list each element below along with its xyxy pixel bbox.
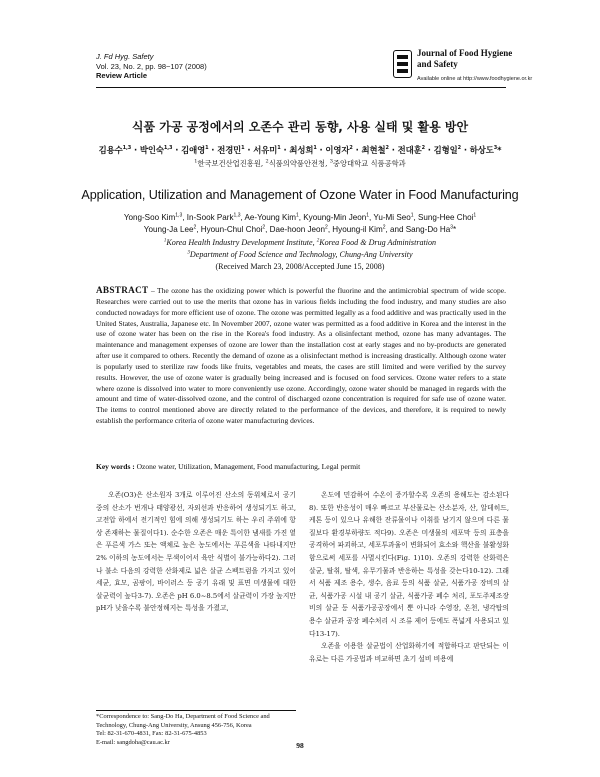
english-affiliation-line2: $^3$Department of Food Science and Technology, Chung-Ang University bbox=[187, 250, 413, 259]
article-type: Review Article bbox=[96, 71, 147, 80]
abstract-text: – The ozone has the oxidizing power which is powerful the fluorine and the antimicrobial spectrum of wide scope. Researches were carried out to use the merits that ozone has in various fields including the food industry, and many studies are also conducted nowadays for more efficient use of ozone. The ozone was permitted legally as a food additive and was practically used in the United States, Australia, Japanese etc. In November 2007, ozone water was permitted as a food additive in Korea and the interest in the use of ozone water has been on the rise in the Korea's food industry. As a olisinfectant method, ozone has many advantages. The maintenance and management expenses of ozone are lower than the installation cost at early stages and no by-products are generated after use it compared to others. Recently the demand of ozone as a olisinfectant method is increasing drastically. Although ozone water is popularly used to sterilize raw foods like fruits, vegetables and meats, the cases are still limited and were verified by the survey results. However, the use of ozone water is gradually being increased and is focused on food services. Ozone water refers to a state where ozone is dissolved into water to more conveniently use ozone. Accordingly, ozone water should be managed in regards with the amount and time of water-dissolved ozone, and the control of discharged ozone concentration is required for safe use of ozone water. The items to control mentioned above are directly related to the performance of the devices, and therefore, it is required to newly establish the performance criteria of ozone water manufacturing devices. bbox=[96, 286, 506, 426]
keywords-text: Ozone water, Utilization, Management, Food manufacturing, Legal permit bbox=[136, 462, 361, 471]
abstract bbox=[96, 285, 506, 427]
korean-authors: 김용수$^{1,3}$ · 박인숙$^{1,3}$ · 김애영$^1$ · 전경민$^1$ · 서유미$^1$ · 최성희$^1$ · 이영자$^2$ · 최현철$^2$ · 전대훈$^2$ · 김형일$^2$ · 하상도$^3$* bbox=[98, 145, 502, 155]
header-divider bbox=[96, 87, 506, 88]
footnote-line1: *Correspondence to: Sang-Do Ha, Department of Food Science and Technology, Chung-Ang University, Ansung 456-756, Korea bbox=[96, 713, 270, 729]
body-column-right bbox=[309, 489, 509, 665]
journal-name-line1: Journal of Food Hygiene bbox=[417, 48, 513, 58]
body-paragraph: 오존(O3)은 산소원자 3개로 이루어진 산소의 동위체로서 공기 중의 산소가 번개나 태양광선, 자외선과 반응하여 생성되기도 하고, 고전압 하에서 전기적인 힘에 의해 생성되기도 하는 우리 주위에 항상 존재하는 물질이다1). 순수한 오존은 매운 특이한 냄새를 가진 옅은 푸른색 가스 또는 액체로 높은 농도에서는 푸른색을 나타내지만 2% 이하의 농도에서는 무색이어서 육안 식별이 불가능하다2). 그러나 불소 다음의 강력한 산화제로 넓은 살균 스펙트럼을 가지고 있어 세균, 효모, 곰팡이, 바이러스 등 공기 유래 및 표면 미생물에 대한 살균력이 높다3-7). 오존은 pH 6.0~8.5에서 살균력이 가장 높지만 pH가 낮을수록 불안정해지는 특성을 가졌고, bbox=[96, 491, 296, 613]
english-affiliation-line1: $^1$Korea Health Industry Development Institute, $^2$Korea Food & Drug Administration bbox=[163, 238, 437, 247]
journal-citation bbox=[96, 52, 207, 81]
keywords bbox=[96, 462, 506, 471]
journal-url: Available online at http://www.foodhygiene.or.kr bbox=[417, 76, 533, 82]
body-column-left bbox=[96, 489, 296, 615]
keywords-label: Key words : bbox=[96, 462, 137, 471]
footnote-divider bbox=[96, 710, 296, 711]
received-dates: (Received March 23, 2008/Accepted June 15, 2008) bbox=[215, 262, 385, 271]
korean-title: 식품 가공 공정에서의 오존수 관리 동향, 사용 실태 및 활용 방안 bbox=[131, 120, 469, 134]
body-paragraph: 온도에 민감하여 수온이 증가할수록 오존의 용해도는 감소된다8). 또한 반응성이 매우 빠르고 부산물로는 산소분자, 산, 알데히드, 케톤 등이 있으나 유해한 잔류물이나 이취를 남기지 않으며 다른 물질보다 환경부하량도 적다9). 오존은 미생물의 세포막 등의 표층을 공격하여 파괴하고, 세포투과율이 변화되어 효소와 핵산을 불활성화함으로써 세포를 사멸시킨다(Fig. 1)10). 오존의 강력한 산화력은 살균, 탈취, 탈색, 유무기물과 반응하는 특성을 갖는다10-12). 그래서 식품 제조 용수, 생수, 음료 등의 식품 살균, 식품가공 장비의 살균, 식품가공 시설 내 공기 살균, 식품가공 폐수 처리, 포도주제조장비의 살균 등 식품가공공장에서 뿐 아니라 수영장, 온천, 냉각탑의 용수 살균과 공장 폐수처리 시 조류 제어 등에도 폭넓게 사용되고 있다13-17). bbox=[309, 491, 509, 638]
volume-line: Vol. 23, No. 2, pp. 98~107 (2008) bbox=[96, 61, 207, 71]
journal-abbrev: J. Fd Hyg. Safety bbox=[96, 52, 154, 61]
korean-affiliations: $^1$한국보건산업진흥원, $^2$식품의약품안전청, $^3$중앙대학교 식품공학과 bbox=[194, 158, 406, 168]
english-title: Application, Utilization and Management of Ozone Water in Food Manufacturing bbox=[81, 188, 519, 202]
footnote-line3: E-mail: sangdoha@cau.ac.kr bbox=[96, 738, 170, 746]
journal-name bbox=[417, 48, 512, 70]
footnote-line2: Tel: 82-31-670-4831, Fax: 82-31-675-4853 bbox=[96, 730, 207, 738]
page-number: 98 bbox=[296, 741, 304, 750]
abstract-label: ABSTRACT bbox=[96, 285, 149, 295]
journal-logo-icon bbox=[393, 50, 412, 78]
english-authors-line2: Young-Ja Lee$^2$, Hyoun-Chul Choi$^2$, Dae-hoon Jeon$^2$, Hyoung-il Kim$^2$, and Sang-Do Ha$^3$* bbox=[143, 224, 457, 234]
english-authors-line1: Yong-Soo Kim$^{1,3}$, In-Sook Park$^{1,3}$, Ae-Young Kim$^1$, Kyoung-Min Jeon$^1$, Yu-Mi Seo$^1$, Sung-Hee Choi$^1$ bbox=[123, 212, 477, 222]
journal-name-line2: and Safety bbox=[417, 59, 458, 69]
body-paragraph: 오존을 이용한 살균법이 산업화하기에 적합하다고 판단되는 이유로는 다른 가공법과 비교하면 초기 설비 비용에 bbox=[309, 642, 509, 663]
